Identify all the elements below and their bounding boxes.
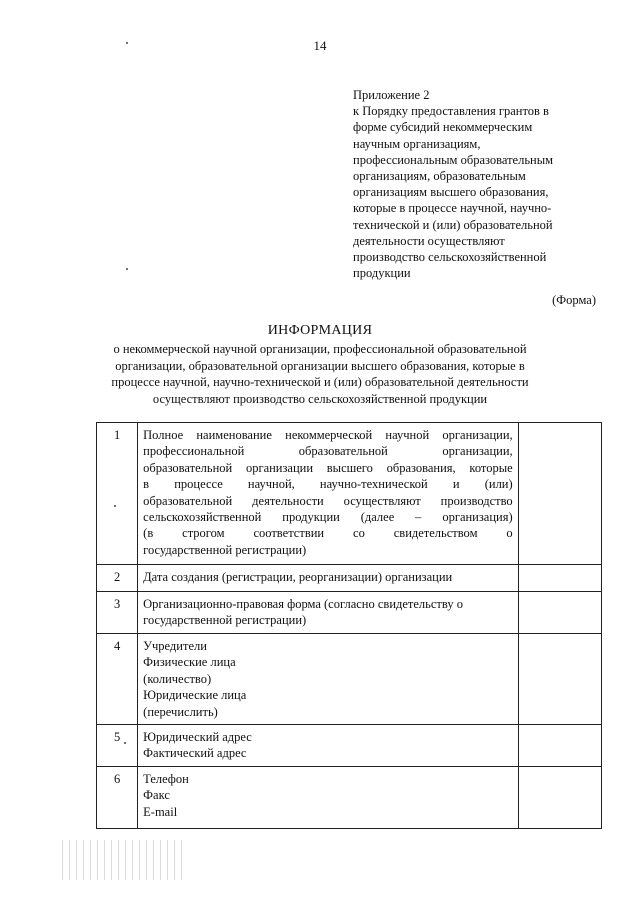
scan-noise: [62, 840, 182, 880]
row-value-cell[interactable]: [518, 634, 601, 725]
table-row: [97, 565, 602, 592]
row-label-line: государственной регистрации): [143, 613, 307, 628]
row-label-line: Факс: [143, 788, 170, 803]
subtitle-line: о некоммерческой научной организации, профессиональной образовательной: [113, 342, 527, 356]
scan-speck: [114, 505, 116, 507]
row-number: 2: [97, 565, 138, 592]
row-label-line: E-mail: [143, 804, 178, 819]
row-label-line: образовательной организации высшего образования, которые: [143, 460, 513, 475]
row-label: [138, 725, 519, 767]
subtitle-line: организации, образовательной организации высшего образования, которые в: [115, 358, 525, 373]
row-label: [138, 634, 519, 725]
row-label-line: государственной регистрации): [143, 542, 307, 557]
row-value-cell[interactable]: [518, 767, 601, 829]
appendix-line: научным организациям,: [353, 136, 481, 151]
form-label: (Форма): [552, 293, 596, 307]
appendix-line: Приложение 2: [353, 88, 430, 102]
appendix-line: производство сельскохозяйственной: [353, 250, 547, 265]
row-label-line: сельскохозяйственной продукции (далее – организация): [143, 510, 513, 525]
subtitle-line: осуществляют производство сельскохозяйственной продукции: [152, 391, 488, 406]
document-subtitle: [0, 341, 640, 407]
appendix-line: которые в процессе научной, научно-: [353, 201, 552, 216]
row-label-line: Организационно-правовая форма (согласно свидетельству о: [143, 597, 463, 611]
table-row: [97, 423, 602, 565]
appendix-line: организациям высшего образования,: [353, 185, 549, 200]
row-value-cell[interactable]: [518, 423, 601, 565]
row-label-line: Телефон: [143, 772, 189, 787]
scan-speck: [126, 42, 128, 44]
appendix-line: организациям, образовательным: [353, 169, 526, 184]
row-label: [138, 767, 519, 829]
appendix-line: деятельности осуществляют: [353, 233, 505, 248]
appendix-line: технической и (или) образовательной: [353, 217, 553, 232]
row-value-cell[interactable]: [518, 725, 601, 767]
row-number: 5: [97, 725, 138, 767]
subtitle-line: процессе научной, научно-технической и (или) образовательной деятельности: [111, 375, 529, 389]
table-row: [97, 725, 602, 767]
row-value-cell[interactable]: [518, 565, 601, 592]
row-label-line: Юридический адрес: [143, 730, 252, 745]
row-label-line: (перечислить): [143, 704, 218, 719]
scan-speck: [126, 268, 128, 270]
appendix-line: форме субсидий некоммерческим: [353, 120, 533, 135]
appendix-line: к Порядку предоставления грантов в: [353, 104, 549, 119]
table-row: [97, 592, 602, 634]
row-label-line: в процессе научной, научно-технической и (или): [143, 477, 513, 492]
row-number: 4: [97, 634, 138, 725]
document-title: ИНФОРМАЦИЯ: [267, 323, 373, 338]
row-label: [138, 423, 519, 565]
row-label-line: Дата создания (регистрации, реорганизации) организации: [143, 570, 453, 584]
row-number: 1: [97, 423, 138, 565]
row-label-line: Физические лица: [143, 655, 236, 670]
row-label-line: Юридические лица: [143, 688, 247, 703]
row-number: 6: [97, 767, 138, 829]
table-row: [97, 634, 602, 725]
page-number: 14: [313, 38, 327, 53]
information-form-table: [96, 422, 602, 829]
row-label-line: образовательной деятельности осуществляют производство: [143, 493, 513, 508]
appendix-line: продукции: [353, 266, 411, 281]
row-label-line: (в строгом соответствии со свидетельством о: [143, 526, 513, 541]
row-label-line: Фактический адрес: [143, 746, 247, 761]
appendix-line: профессиональным образовательным: [353, 152, 554, 167]
row-value-cell[interactable]: [518, 592, 601, 634]
row-label-line: профессиональной образовательной организации,: [143, 444, 513, 459]
table-row: [97, 767, 602, 829]
row-number: 3: [97, 592, 138, 634]
scan-speck: [124, 742, 126, 744]
row-label-line: Полное наименование некоммерческой научной организации,: [143, 428, 513, 442]
row-label-line: Учредители: [143, 639, 207, 653]
row-label-line: (количество): [143, 671, 212, 686]
row-label: [138, 592, 519, 634]
appendix-block: [353, 87, 593, 281]
row-label: [138, 565, 519, 592]
